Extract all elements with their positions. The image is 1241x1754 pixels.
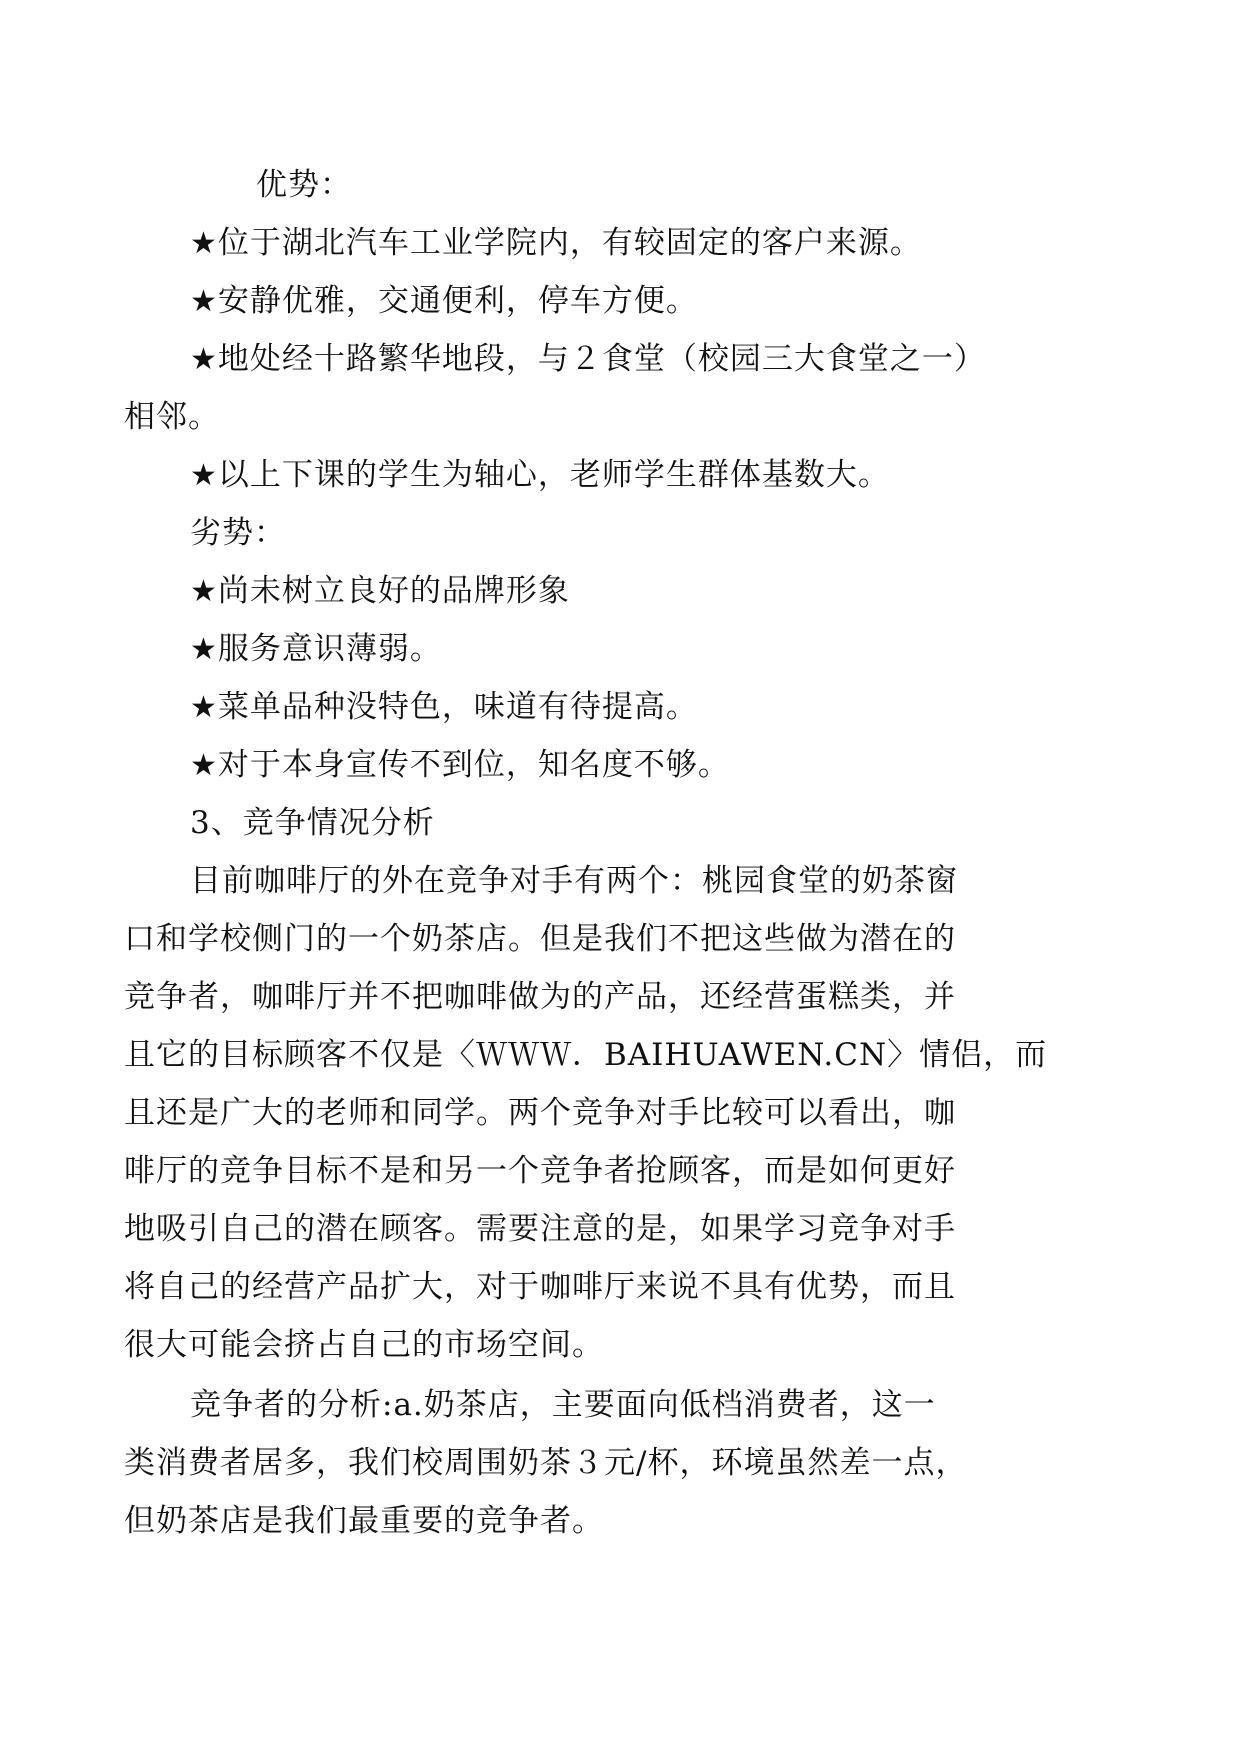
advantage-item xyxy=(190,330,1050,388)
paragraph-line: 但奶茶店是我们最重要的竞争者。 xyxy=(124,1503,604,1539)
paragraph-line: 且还是广大的老师和同学。两个竞争对手比较可以看出，咖 xyxy=(124,1095,956,1131)
star-bullet-icon: ★ xyxy=(190,748,218,783)
competition-heading: 3、竞争情况分析 xyxy=(190,805,435,841)
advantage-item-text: 位于湖北汽车工业学院内，有较固定的客户来源。 xyxy=(217,225,922,261)
disadvantage-item xyxy=(190,736,1050,794)
paragraph-line: 将自己的经营产品扩大，对于咖啡厅来说不具有优势，而且 xyxy=(124,1269,956,1305)
competition-paragraph-2 xyxy=(124,1376,1050,1550)
star-bullet-icon: ★ xyxy=(190,342,218,377)
paragraph-line: 竞争者的分析:a.奶茶店，主要面向低档消费者，这一 xyxy=(190,1387,936,1423)
advantage-item xyxy=(190,272,1050,330)
paragraph-line: 啡厅的竞争目标不是和另一个竞争者抢顾客，而是如何更好 xyxy=(124,1153,956,1189)
advantage-item-text: 以上下课的学生为轴心，老师学生群体基数大。 xyxy=(217,457,890,493)
star-bullet-icon: ★ xyxy=(190,632,218,667)
disadvantage-item xyxy=(190,678,1050,736)
star-bullet-icon: ★ xyxy=(190,226,218,261)
disadvantage-item xyxy=(190,620,1050,678)
paragraph-line: 很大可能会挤占自己的市场空间。 xyxy=(124,1327,604,1363)
paragraph-line: 目前咖啡厅的外在竞争对手有两个：桃园食堂的奶茶窗 xyxy=(190,863,958,899)
paragraph-line: 且它的目标顾客不仅是〈ＷＷＷ．BAIHUAWEN.CN〉情侣，而 xyxy=(124,1037,1048,1073)
star-bullet-icon: ★ xyxy=(190,690,218,725)
advantage-item-text: 安静优雅，交通便利，停车方便。 xyxy=(217,283,698,319)
advantages-heading: 优势： xyxy=(256,167,352,203)
advantage-item xyxy=(190,214,1050,272)
advantage-item-continuation: 相邻。 xyxy=(124,399,220,435)
paragraph-line: 口和学校侧门的一个奶茶店。但是我们不把这些做为潜在的 xyxy=(124,921,956,957)
disadvantage-item-text: 对于本身宣传不到位，知名度不够。 xyxy=(217,747,730,783)
paragraph-line: 类消费者居多，我们校周围奶茶３元/杯，环境虽然差一点， xyxy=(124,1445,968,1481)
competition-paragraph-1 xyxy=(124,852,1050,1374)
star-bullet-icon: ★ xyxy=(190,458,218,493)
disadvantage-item xyxy=(190,562,1050,620)
star-bullet-icon: ★ xyxy=(190,284,218,319)
advantage-item xyxy=(190,446,1050,504)
document-page xyxy=(124,156,1050,1550)
disadvantages-heading: 劣势： xyxy=(190,515,286,551)
paragraph-line: 地吸引自己的潜在顾客。需要注意的是，如果学习竞争对手 xyxy=(124,1211,956,1247)
disadvantage-item-text: 尚未树立良好的品牌形象 xyxy=(217,573,570,609)
disadvantage-item-text: 服务意识薄弱。 xyxy=(217,631,442,667)
paragraph-line: 竞争者，咖啡厅并不把咖啡做为的产品，还经营蛋糕类，并 xyxy=(124,979,956,1015)
advantage-item-text: 地处经十路繁华地段，与２食堂（校园三大食堂之一） xyxy=(217,341,986,377)
star-bullet-icon: ★ xyxy=(190,574,218,609)
disadvantage-item-text: 菜单品种没特色，味道有待提高。 xyxy=(217,689,698,725)
